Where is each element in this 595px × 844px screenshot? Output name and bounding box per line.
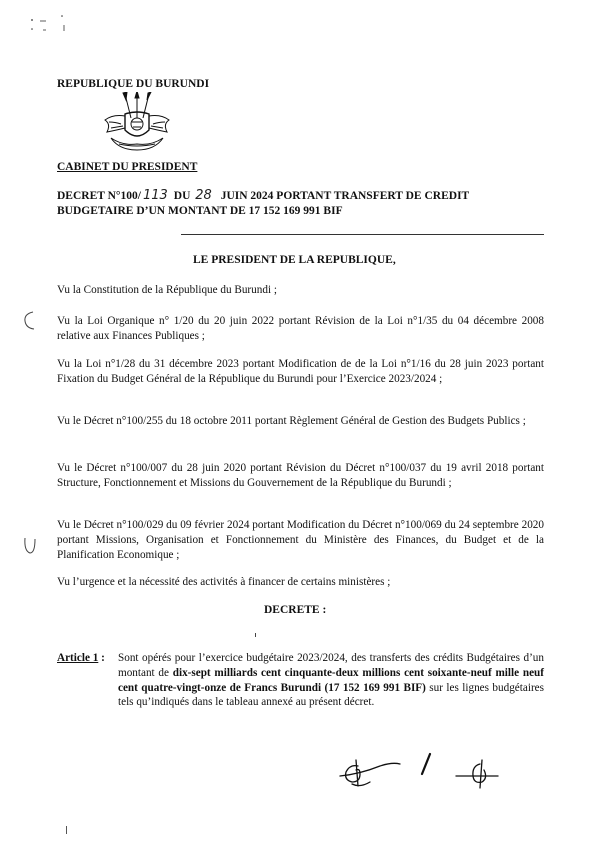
- vu-item-loi-budget: Vu la Loi n°1/28 du 31 décembre 2023 portant Modification de de la Loi n°1/16 du 28 juin 2023 portant Fixation du Budget Général de la République du Burundi pour l’Exercice 2023/2024 ;: [57, 358, 544, 385]
- bottom-left-speck: [66, 826, 67, 834]
- article-1-text-before: Sont opérés pour l’exercice budgétaire 2023/2024, des transferts des crédits Budgétaires d’un montant de: [118, 652, 544, 679]
- scan-marks: [26, 10, 76, 38]
- article-1-body: [118, 651, 544, 710]
- cabinet-heading: CABINET DU PRESIDENT: [57, 161, 198, 173]
- vu-item-decret-007: Vu le Décret n°100/007 du 28 juin 2020 portant Révision du Décret n°100/037 du 19 avril 2018 portant Structure, Fonctionnement et Missions du Gouvernement de la République du Burundi ;: [57, 462, 544, 489]
- title-divider: [181, 234, 544, 235]
- decrete-heading: DECRETE :: [264, 604, 327, 616]
- binder-hole-mark-bottom: [22, 535, 38, 557]
- vu-item-decret-029: Vu le Décret n°100/029 du 09 février 2024 portant Modification du Décret n°100/069 du 24 septembre 2020 portant Missions, Organisation et Fonctionnement du Ministère des Finances, du Budget et de la Planification Economique ;: [57, 519, 544, 561]
- decree-title-line-2: BUDGETAIRE D’UN MONTANT DE 17 152 169 991 BIF: [57, 205, 343, 218]
- president-heading: LE PRESIDENT DE LA REPUBLIQUE,: [193, 254, 396, 266]
- country-name: REPUBLIQUE DU BURUNDI: [57, 78, 210, 90]
- decree-title-line-1: [57, 187, 547, 204]
- decree-title-rest: JUIN 2024 PORTANT TRANSFERT DE CREDIT: [220, 190, 470, 202]
- coat-of-arms-emblem: [97, 92, 177, 154]
- decree-number-prefix: DECRET N°100/: [57, 190, 141, 202]
- initials-signature-marks: [330, 752, 510, 794]
- binder-hole-mark-top: [22, 310, 38, 332]
- vu-item-constitution: Vu la Constitution de la République du Burundi ;: [57, 284, 277, 296]
- article-1-colon: :: [98, 652, 105, 664]
- article-1-label: [57, 651, 105, 666]
- article-1-text-after: sur les lignes budgétaires tels qu’indiqués dans le tableau annexé au présent décret.: [118, 681, 544, 709]
- decree-number-handwritten: 113: [142, 188, 168, 203]
- article-1-label-text: Article 1: [57, 652, 99, 664]
- decree-day-handwritten: 28: [195, 188, 212, 203]
- vu-item-urgence: Vu l’urgence et la nécessité des activités à financer de certains ministères ;: [57, 576, 391, 588]
- article-1-amount: dix-sept milliards cent cinquante-deux millions cent soixante-neuf mille neuf cent quatre-vingt-onze de Francs Burundi (17 152 169 991 BIF): [118, 666, 544, 694]
- decree-title: [57, 187, 547, 219]
- vu-item-loi-organique: Vu la Loi Organique n° 1/20 du 20 juin 2022 portant Révision de la Loi n°1/35 du 04 décembre 2008 relative aux Finances Publiques ;: [57, 315, 544, 342]
- decree-du: DU: [173, 190, 191, 202]
- speck: [255, 633, 256, 637]
- vu-item-decret-255: Vu le Décret n°100/255 du 18 octobre 2011 portant Règlement Général de Gestion des Budgets Publics ;: [57, 415, 526, 427]
